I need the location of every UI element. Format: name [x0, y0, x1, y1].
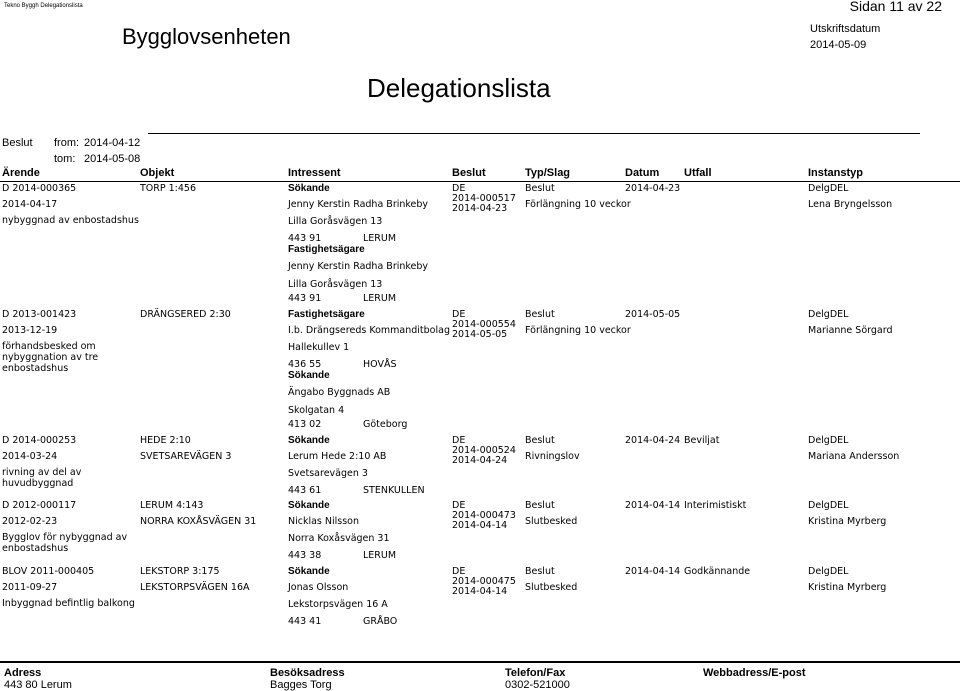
datum: 2014-04-24: [625, 435, 681, 446]
intressent-line: Hallekullev 1: [288, 342, 350, 353]
intressent-line: Svetsarevägen 3: [288, 468, 368, 479]
intressent-line: 413 02: [288, 419, 322, 430]
instanstyp: DelgDEL: [808, 566, 849, 577]
intressent-line: Fastighetsägare: [288, 244, 365, 255]
intressent-line: Lekstorpsvägen 16 A: [288, 599, 388, 610]
datum: 2014-04-14: [625, 500, 681, 511]
arende-date: 2011-09-27: [2, 582, 58, 593]
intressent-line: Ängabo Byggnads AB: [288, 387, 391, 398]
slag: Förlängning 10 veckor: [525, 325, 631, 336]
filter-tom-label: tom:: [54, 153, 76, 165]
beslut-date: 2014-04-23: [452, 203, 508, 214]
objekt-address: LEKSTORPSVÄGEN 16A: [140, 582, 250, 593]
slag: Slutbesked: [525, 582, 578, 593]
footer-besok: Bagges Torg: [270, 679, 332, 691]
intressent-line: 443 61: [288, 485, 322, 496]
intressent-line: Sökande: [288, 183, 330, 194]
intressent-line: Lilla Goråsvägen 13: [288, 279, 383, 290]
report-source-label: Tekno Byggh Delegationslista: [4, 3, 83, 9]
handlaggare: Marianne Sörgard: [808, 325, 893, 336]
objekt-address: NORRA KOXÅSVÄGEN 31: [140, 516, 257, 527]
arende-description: nybyggnad av enbostadshus: [2, 215, 139, 226]
objekt-address: SVETSAREVÄGEN 3: [140, 451, 232, 462]
beslut-code: DE: [452, 500, 466, 511]
beslut-number: 2014-000475: [452, 576, 516, 587]
col-instanstyp-header: Instanstyp: [808, 167, 864, 179]
intressent-line: Jonas Olsson: [288, 582, 349, 593]
typ: Beslut: [525, 435, 555, 446]
beslut-code: DE: [452, 435, 466, 446]
arende-description: Bygglov för nybyggnad av enbostadshus: [2, 532, 128, 554]
arende-description: förhandsbesked om nybyggnation av tre enbostadshus: [2, 341, 99, 374]
intressent-city: STENKULLEN: [363, 485, 425, 496]
datum: 2014-04-14: [625, 566, 681, 577]
intressent-line: Sökande: [288, 566, 330, 577]
arende-date: 2014-04-17: [2, 199, 58, 210]
footer-adress-label: Adress: [4, 667, 42, 679]
datum: 2014-04-23: [625, 183, 681, 194]
intressent-line: Skolgatan 4: [288, 405, 345, 416]
footer-web-label: Webbadress/E-post: [703, 667, 806, 679]
beslut-number: 2014-000517: [452, 193, 516, 204]
handlaggare: Lena Bryngelsson: [808, 199, 893, 210]
beslut-code: DE: [452, 566, 466, 577]
intressent-line: Sökande: [288, 500, 330, 511]
intressent-line: Lilla Goråsvägen 13: [288, 216, 383, 227]
beslut-date: 2014-05-05: [452, 329, 508, 340]
objekt-name: TORP 1:456: [140, 183, 197, 194]
instanstyp: DelgDEL: [808, 183, 849, 194]
arende-number: D 2013-001423: [2, 309, 77, 320]
arende-date: 2013-12-19: [2, 325, 58, 336]
arende-date: 2014-03-24: [2, 451, 58, 462]
intressent-line: Sökande: [288, 435, 330, 446]
beslut-code: DE: [452, 309, 466, 320]
footer-adress: 443 80 Lerum: [4, 679, 72, 691]
intressent-city: HOVÅS: [363, 359, 397, 370]
beslut-number: 2014-000524: [452, 445, 516, 456]
intressent-line: Jenny Kerstin Radha Brinkeby: [288, 261, 429, 272]
footer-tel-label: Telefon/Fax: [505, 667, 566, 679]
col-datum-header: Datum: [625, 167, 660, 179]
objekt-name: DRÄNGSERED 2:30: [140, 309, 231, 320]
arende-description: rivning av del av huvudbyggnad: [2, 467, 82, 489]
col-beslut-header: Beslut: [452, 167, 486, 179]
beslut-number: 2014-000554: [452, 319, 516, 330]
arende-number: BLOV 2011-000405: [2, 566, 95, 577]
col-arende-header: Ärende: [2, 167, 40, 179]
print-date: 2014-05-09: [810, 39, 867, 51]
page-info: Sidan 11 av 22: [849, 0, 942, 14]
objekt-name: HEDE 2:10: [140, 435, 191, 446]
typ: Beslut: [525, 566, 555, 577]
slag: Rivningslov: [525, 451, 580, 462]
intressent-city: LERUM: [363, 550, 397, 561]
beslut-date: 2014-04-14: [452, 586, 508, 597]
filter-rule: [148, 133, 920, 134]
page-title: Delegationslista: [367, 73, 551, 103]
filter-from-label: from:: [54, 137, 80, 149]
typ: Beslut: [525, 183, 555, 194]
intressent-line: Norra Koxåsvägen 31: [288, 533, 390, 544]
beslut-code: DE: [452, 183, 466, 194]
col-utfall-header: Utfall: [684, 167, 712, 179]
objekt-name: LEKSTORP 3:175: [140, 566, 220, 577]
intressent-city: LERUM: [363, 293, 397, 304]
typ: Beslut: [525, 500, 555, 511]
intressent-line: 443 91: [288, 233, 322, 244]
filter-from-date: 2014-04-12: [84, 137, 141, 149]
header-rule: [0, 181, 960, 182]
col-objekt-header: Objekt: [140, 167, 175, 179]
arende-date: 2012-02-23: [2, 516, 58, 527]
footer-rule: [0, 661, 960, 663]
utfall: Godkännande: [684, 566, 751, 577]
typ: Beslut: [525, 309, 555, 320]
objekt-name: LERUM 4:143: [140, 500, 204, 511]
print-date-label: Utskriftsdatum: [810, 23, 881, 35]
handlaggare: Mariana Andersson: [808, 451, 900, 462]
slag: Slutbesked: [525, 516, 578, 527]
arende-number: D 2014-000253: [2, 435, 77, 446]
filter-tom-date: 2014-05-08: [84, 153, 141, 165]
intressent-city: Göteborg: [363, 419, 408, 430]
intressent-line: 436 55: [288, 359, 322, 370]
handlaggare: Kristina Myrberg: [808, 582, 887, 593]
org-name: Bygglovsenheten: [122, 24, 291, 49]
beslut-number: 2014-000473: [452, 510, 516, 521]
intressent-line: Fastighetsägare: [288, 309, 365, 320]
intressent-line: Lerum Hede 2:10 AB: [288, 451, 387, 462]
intressent-line: Nicklas Nilsson: [288, 516, 360, 527]
col-intressent-header: Intressent: [288, 167, 341, 179]
utfall: Beviljat: [684, 435, 720, 446]
filter-beslut-label: Beslut: [2, 137, 33, 149]
slag: Förlängning 10 veckor: [525, 199, 631, 210]
utfall: Interimistiskt: [684, 500, 747, 511]
beslut-date: 2014-04-24: [452, 455, 508, 466]
arende-number: D 2012-000117: [2, 500, 77, 511]
intressent-line: Jenny Kerstin Radha Brinkeby: [288, 199, 429, 210]
intressent-line: 443 91: [288, 293, 322, 304]
intressent-city: GRÅBO: [363, 616, 398, 627]
footer-tel: 0302-521000: [505, 679, 570, 691]
instanstyp: DelgDEL: [808, 309, 849, 320]
beslut-date: 2014-04-14: [452, 520, 508, 531]
datum: 2014-05-05: [625, 309, 681, 320]
intressent-line: 443 38: [288, 550, 322, 561]
instanstyp: DelgDEL: [808, 435, 849, 446]
intressent-city: LERUM: [363, 233, 397, 244]
arende-number: D 2014-000365: [2, 183, 77, 194]
intressent-line: I.b. Drängsereds Kommanditbolag: [288, 325, 450, 336]
instanstyp: DelgDEL: [808, 500, 849, 511]
intressent-line: 443 41: [288, 616, 322, 627]
handlaggare: Kristina Myrberg: [808, 516, 887, 527]
intressent-line: Sökande: [288, 370, 330, 381]
footer-besok-label: Besöksadress: [270, 667, 345, 679]
col-typ-header: Typ/Slag: [525, 167, 571, 179]
arende-description: Inbyggnad befintlig balkong: [2, 598, 135, 609]
